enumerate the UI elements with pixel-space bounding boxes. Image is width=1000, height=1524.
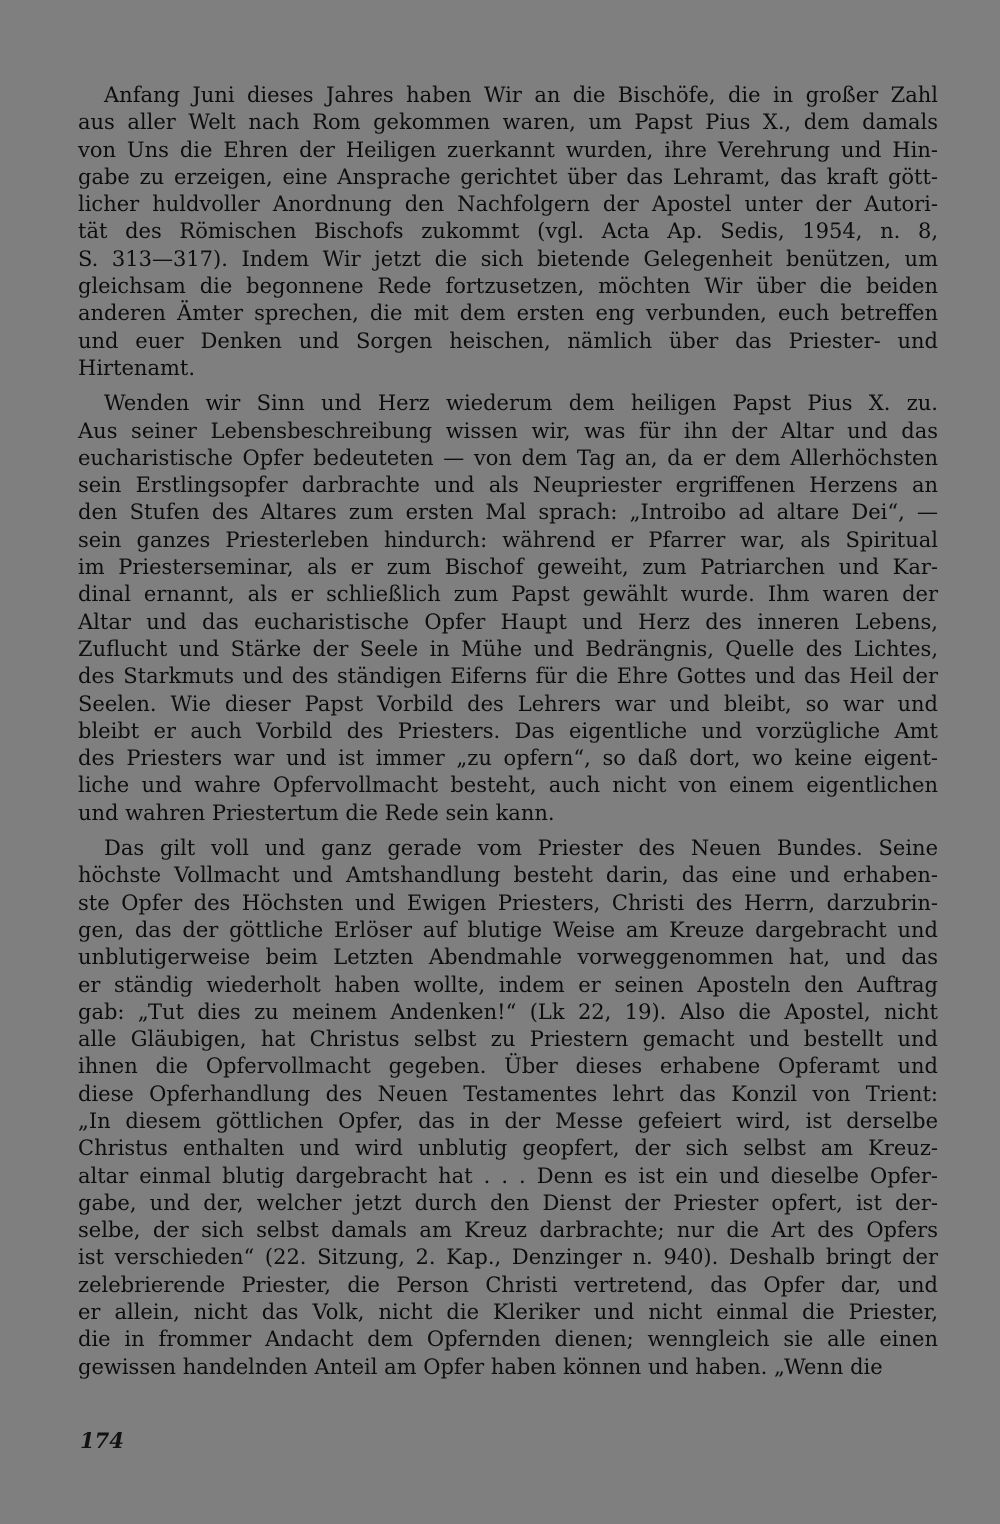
text-line: gabe zu erzeigen, eine Ansprache gerichtet über das Lehramt, das kraft gött- — [78, 164, 938, 189]
text-line: zelebrierende Priester, die Person Christi vertretend, das Opfer dar, und — [78, 1272, 938, 1297]
text-line: alle Gläubigen, hat Christus selbst zu Priestern gemacht und bestellt und — [78, 1027, 938, 1052]
text-line: diese Opferhandlung des Neuen Testamentes lehrt das Konzil von Trient: — [78, 1081, 938, 1106]
text-line: Das gilt voll und ganz gerade vom Priester des Neuen Bundes. Seine — [104, 836, 938, 861]
text-line: gab: „Tut dies zu meinem Andenken!“ (Lk 22, 19). Also die Apostel, nicht — [78, 999, 938, 1024]
paragraph-3 — [78, 835, 938, 1381]
paragraph-gap — [78, 827, 938, 835]
text-line: aus aller Welt nach Rom gekommen waren, um Papst Pius X., dem damals — [78, 110, 938, 135]
text-line: gleichsam die begonnene Rede fortzusetzen, möchten Wir über die beiden — [78, 274, 938, 299]
text-line: anderen Ämter sprechen, die mit dem ersten eng verbunden, euch betreffen — [78, 301, 938, 326]
text-line: dinal ernannt, als er schließlich zum Papst gewählt wurde. Ihm waren der — [78, 582, 938, 607]
text-line: er ständig wiederholt haben wollte, indem er seinen Aposteln den Auftrag — [78, 972, 938, 997]
text-line: er allein, nicht das Volk, nicht die Kleriker und nicht einmal die Priester, — [78, 1300, 938, 1325]
paragraph-2 — [78, 390, 938, 827]
text-line: gabe, und der, welcher jetzt durch den Dienst der Priester opfert, ist der- — [78, 1190, 938, 1215]
text-line: altar einmal blutig dargebracht hat . . . Denn es ist ein und dieselbe Opfer- — [78, 1163, 938, 1188]
text-line: Aus seiner Lebensbeschreibung wissen wir, was für ihn der Altar und das — [78, 418, 938, 443]
text-line: ihnen die Opfervollmacht gegeben. Über dieses erhabene Opferamt und — [78, 1054, 938, 1079]
text-line: bleibt er auch Vorbild des Priesters. Das eigentliche und vorzügliche Amt — [78, 718, 938, 743]
text-line: liche und wahre Opfervollmacht besteht, auch nicht von einem eigentlichen — [78, 773, 938, 798]
text-line: des Priesters war und ist immer „zu opfern“, so daß dort, wo keine eigent- — [78, 746, 938, 771]
text-line: ste Opfer des Höchsten und Ewigen Priesters, Christi des Herrn, darzubrin- — [78, 890, 938, 915]
text-line: S. 313—317). Indem Wir jetzt die sich bietende Gelegenheit benützen, um — [78, 246, 938, 271]
text-line: selbe, der sich selbst damals am Kreuz darbrachte; nur die Art des Opfers — [78, 1218, 938, 1243]
paragraph-gap — [78, 382, 938, 390]
text-line: licher huldvoller Anordnung den Nachfolgern der Apostel unter der Autori- — [78, 192, 938, 217]
page-number: 174 — [80, 1428, 124, 1453]
text-line: von Uns die Ehren der Heiligen zuerkannt wurden, ihre Verehrung und Hin- — [78, 137, 938, 162]
text-line: Seelen. Wie dieser Papst Vorbild des Lehrers war und bleibt, so war und — [78, 691, 938, 716]
text-line: Wenden wir Sinn und Herz wiederum dem heiligen Papst Pius X. zu. — [104, 391, 938, 416]
text-line: die in frommer Andacht dem Opfernden dienen; wenngleich sie alle einen — [78, 1327, 938, 1352]
text-line: tät des Römischen Bischofs zukommt (vgl. Acta Ap. Sedis, 1954, n. 8, — [78, 219, 938, 244]
text-line: eucharistische Opfer bedeuteten — von dem Tag an, da er dem Allerhöchsten — [78, 445, 938, 470]
text-line: und euer Denken und Sorgen heischen, nämlich über das Priester- und — [78, 328, 938, 353]
paragraph-1 — [78, 82, 938, 382]
text-line: des Starkmuts und des ständigen Eiferns für die Ehre Gottes und das Heil der — [78, 664, 938, 689]
text-line: Zuflucht und Stärke der Seele in Mühe und Bedrängnis, Quelle des Lichtes, — [78, 636, 938, 661]
page-body — [78, 82, 938, 1381]
text-line: gewissen handelnden Anteil am Opfer haben können und haben. „Wenn die — [78, 1354, 883, 1379]
text-line: Altar und das eucharistische Opfer Haupt und Herz des inneren Lebens, — [78, 609, 938, 634]
text-line: höchste Vollmacht und Amtshandlung besteht darin, das eine und erhaben- — [78, 863, 938, 888]
text-line: und wahren Priestertum die Rede sein kann. — [78, 800, 555, 825]
text-line: unblutigerweise beim Letzten Abendmahle vorweggenommen hat, und das — [78, 945, 938, 970]
text-line: ist verschieden“ (22. Sitzung, 2. Kap., Denzinger n. 940). Deshalb bringt der — [78, 1245, 938, 1270]
text-line: „In diesem göttlichen Opfer, das in der Messe gefeiert wird, ist derselbe — [78, 1108, 938, 1133]
text-line: sein Erstlingsopfer darbrachte und als Neupriester ergriffenen Herzens an — [78, 473, 938, 498]
text-line: gen, das der göttliche Erlöser auf blutige Weise am Kreuze dargebracht und — [78, 917, 938, 942]
text-line: sein ganzes Priesterleben hindurch: während er Pfarrer war, als Spiritual — [78, 527, 938, 552]
text-line: Hirtenamt. — [78, 355, 196, 380]
text-line: Christus enthalten und wird unblutig geopfert, der sich selbst am Kreuz- — [78, 1136, 938, 1161]
text-line: im Priesterseminar, als er zum Bischof geweiht, zum Patriarchen und Kar- — [78, 555, 938, 580]
text-line: den Stufen des Altares zum ersten Mal sprach: „Introibo ad altare Dei“, — — [78, 500, 938, 525]
text-line: Anfang Juni dieses Jahres haben Wir an die Bischöfe, die in großer Zahl — [104, 83, 938, 107]
